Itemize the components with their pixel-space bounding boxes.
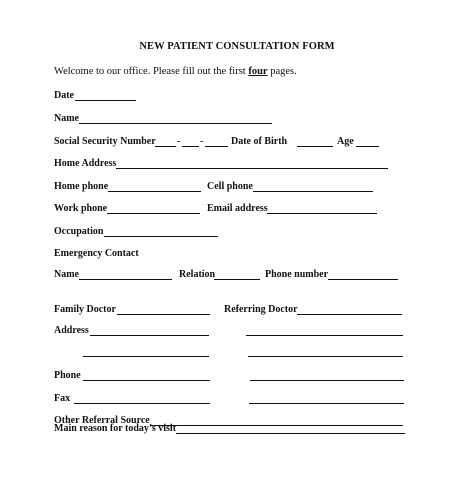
ec-name-line[interactable]: [79, 279, 172, 280]
referring-doctor-fax-line[interactable]: [249, 403, 404, 404]
family-doctor-phone-line[interactable]: [83, 380, 210, 381]
email-label: Email address: [207, 203, 268, 214]
cell-phone-label: Cell phone: [207, 181, 253, 192]
work-phone-label: Work phone: [54, 203, 108, 214]
phone-label: Phone: [54, 370, 81, 381]
home-address-line[interactable]: [116, 168, 388, 169]
dob-line[interactable]: [297, 146, 333, 147]
main-reason-label: Main reason for today’s visit: [54, 423, 177, 434]
address-label: Address: [54, 325, 89, 336]
home-phone-label: Home phone: [54, 181, 109, 192]
work-phone-line[interactable]: [107, 213, 200, 214]
cell-phone-line[interactable]: [253, 191, 373, 192]
date-label: Date: [54, 90, 74, 101]
ec-name-label: Name: [54, 269, 79, 280]
main-reason-line[interactable]: [176, 433, 405, 434]
emergency-contact-label: Emergency Contact: [54, 248, 139, 259]
family-doctor-label: Family Doctor: [54, 304, 116, 315]
family-doctor-line[interactable]: [117, 314, 210, 315]
dob-label: Date of Birth: [231, 136, 288, 147]
date-line[interactable]: [75, 100, 136, 101]
ec-phone-line[interactable]: [328, 279, 398, 280]
name-line[interactable]: [79, 123, 272, 124]
ssn-line-3[interactable]: [205, 146, 228, 147]
ssn-line-2[interactable]: [182, 146, 199, 147]
intro-before: Welcome to our office. Please fill out the first: [54, 66, 249, 77]
family-doctor-fax-line[interactable]: [74, 403, 210, 404]
ssn-line-1[interactable]: [155, 146, 176, 147]
name-label: Name: [54, 113, 79, 124]
intro-emphasis: four: [248, 66, 268, 77]
home-address-label: Home Address: [54, 158, 117, 169]
age-label: Age: [337, 136, 354, 147]
referring-doctor-line[interactable]: [297, 314, 402, 315]
form-title: NEW PATIENT CONSULTATION FORM: [139, 41, 335, 52]
referring-doctor-label: Referring Doctor: [224, 304, 298, 315]
family-doctor-address-line-1[interactable]: [90, 335, 209, 336]
intro-after: pages.: [267, 66, 297, 77]
age-line[interactable]: [356, 146, 379, 147]
referring-doctor-address-line-2[interactable]: [248, 356, 403, 357]
referring-doctor-phone-line[interactable]: [250, 380, 404, 381]
home-phone-line[interactable]: [108, 191, 201, 192]
family-doctor-address-line-2[interactable]: [83, 356, 209, 357]
email-line[interactable]: [267, 213, 377, 214]
ssn-label: Social Security Number: [54, 136, 156, 147]
occupation-label: Occupation: [54, 226, 104, 237]
other-referral-line[interactable]: [150, 425, 403, 426]
fax-label: Fax: [54, 393, 71, 404]
ssn-separator-1: -: [177, 136, 181, 147]
occupation-line[interactable]: [104, 236, 218, 237]
referring-doctor-address-line-1[interactable]: [246, 335, 403, 336]
ssn-separator-2: -: [200, 136, 204, 147]
ec-phone-label: Phone number: [265, 269, 329, 280]
ec-relation-label: Relation: [179, 269, 216, 280]
ec-relation-line[interactable]: [214, 279, 260, 280]
intro-text: [54, 66, 297, 77]
other-referral-label: Other Referral Source: [54, 415, 150, 426]
